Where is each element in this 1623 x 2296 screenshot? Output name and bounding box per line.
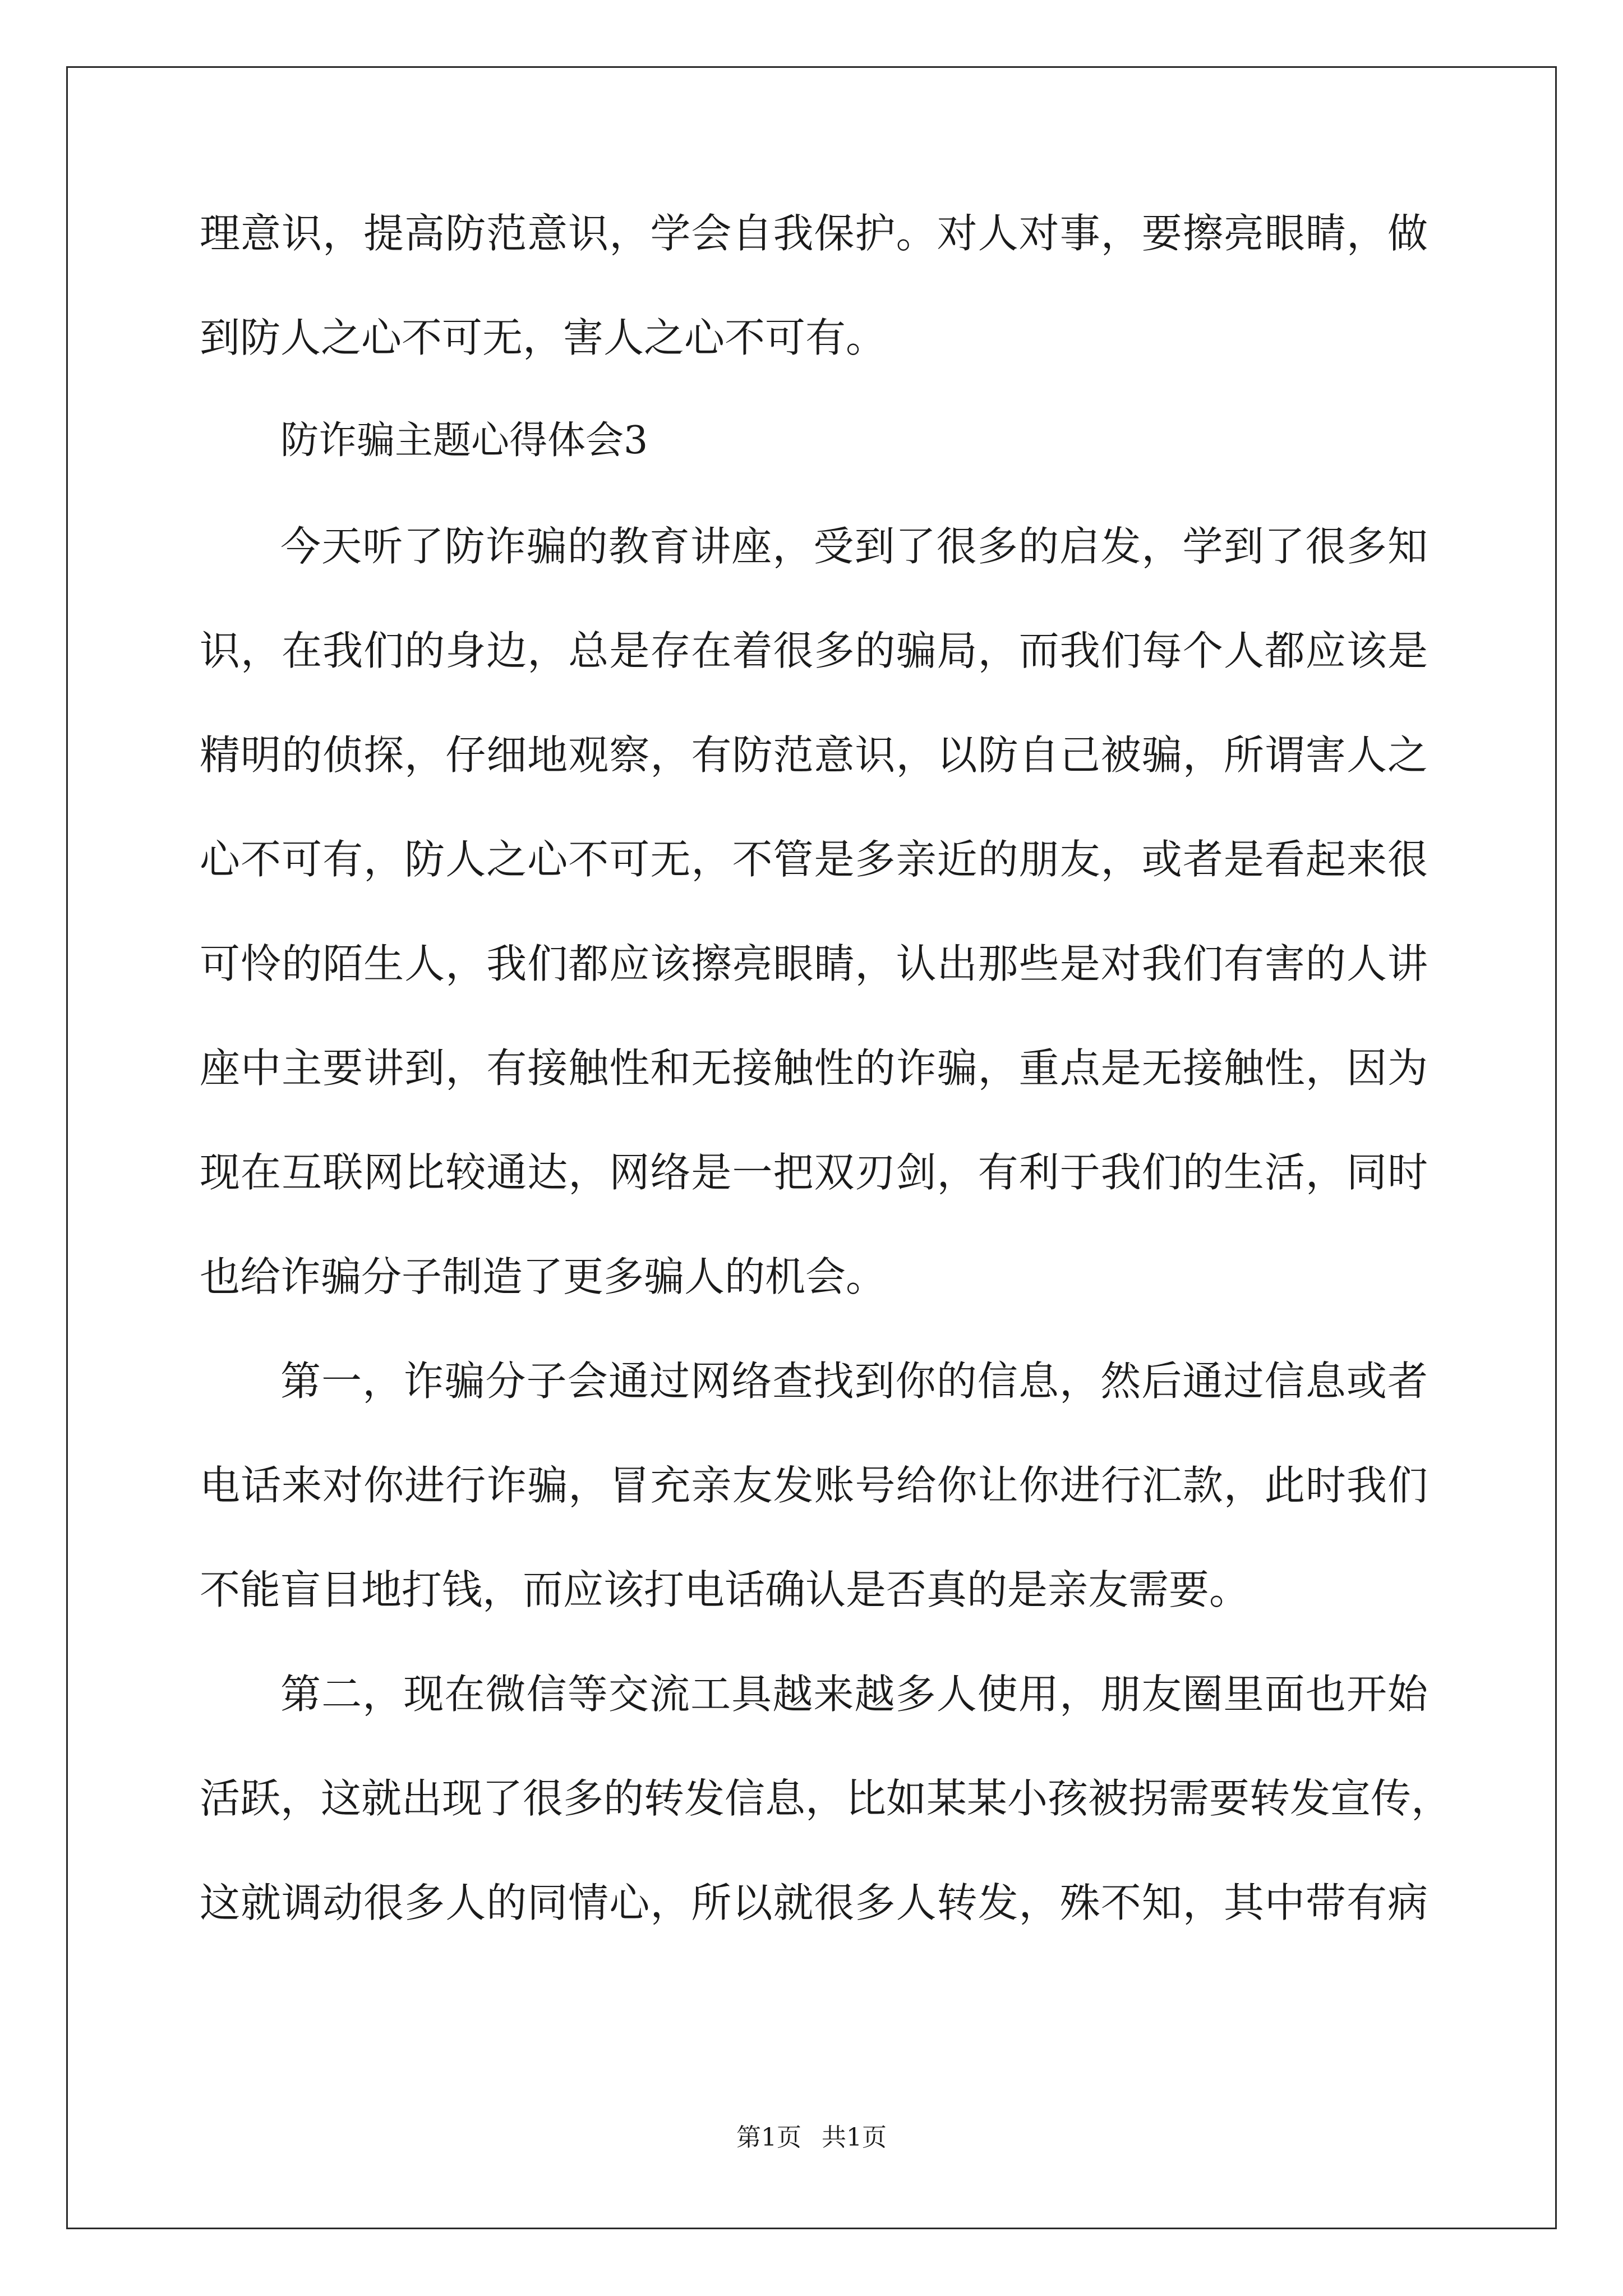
paragraph-line: 可怜的陌生人，我们都应该擦亮眼睛，认出那些是对我们有害的人讲 (200, 940, 1428, 987)
paragraph-line: 第二，现在微信等交流工具越来越多人使用，朋友圈里面也开始 (280, 1671, 1428, 1718)
page-total: 共1页 (822, 2123, 887, 2152)
paragraph-line: 现在互联网比较通达，网络是一把双刃剑，有利于我们的生活，同时 (200, 1149, 1428, 1196)
section-heading: 防诈骗主题心得体会3 (280, 418, 648, 463)
page-number: 第1页 (736, 2123, 801, 2152)
paragraph-line: 第一，诈骗分子会通过网络查找到你的信息，然后通过信息或者 (280, 1358, 1428, 1405)
paragraph-line: 今天听了防诈骗的教育讲座，受到了很多的启发，学到了很多知 (280, 523, 1428, 570)
paragraph-line: 心不可有，防人之心不可无，不管是多亲近的朋友，或者是看起来很 (200, 836, 1428, 883)
paragraph-line: 理意识，提高防范意识，学会自我保护。对人对事，要擦亮眼睛，做 (200, 210, 1428, 257)
paragraph-line: 这就调动很多人的同情心，所以就很多人转发，殊不知，其中带有病 (200, 1879, 1428, 1926)
paragraph-line: 不能盲目地打钱，而应该打电话确认是否真的是亲友需要。 (200, 1566, 1250, 1613)
paragraph-line: 也给诈骗分子制造了更多骗人的机会。 (200, 1253, 887, 1300)
paragraph-line: 座中主要讲到，有接触性和无接触性的诈骗，重点是无接触性，因为 (200, 1045, 1428, 1092)
paragraph-line: 活跃，这就出现了很多的转发信息，比如某某小孩被拐需要转发宣传， (200, 1775, 1452, 1822)
document-body (200, 210, 1452, 1987)
paragraph-line: 识，在我们的身边，总是存在着很多的骗局，而我们每个人都应该是 (200, 627, 1428, 674)
page-footer (0, 2117, 1623, 2153)
paragraph-line: 精明的侦探，仔细地观察，有防范意识，以防自己被骗，所谓害人之 (200, 731, 1428, 779)
paragraph-line: 到防人之心不可无，害人之心不可有。 (200, 314, 887, 361)
paragraph-line: 电话来对你进行诈骗，冒充亲友发账号给你让你进行汇款，此时我们 (200, 1462, 1428, 1509)
